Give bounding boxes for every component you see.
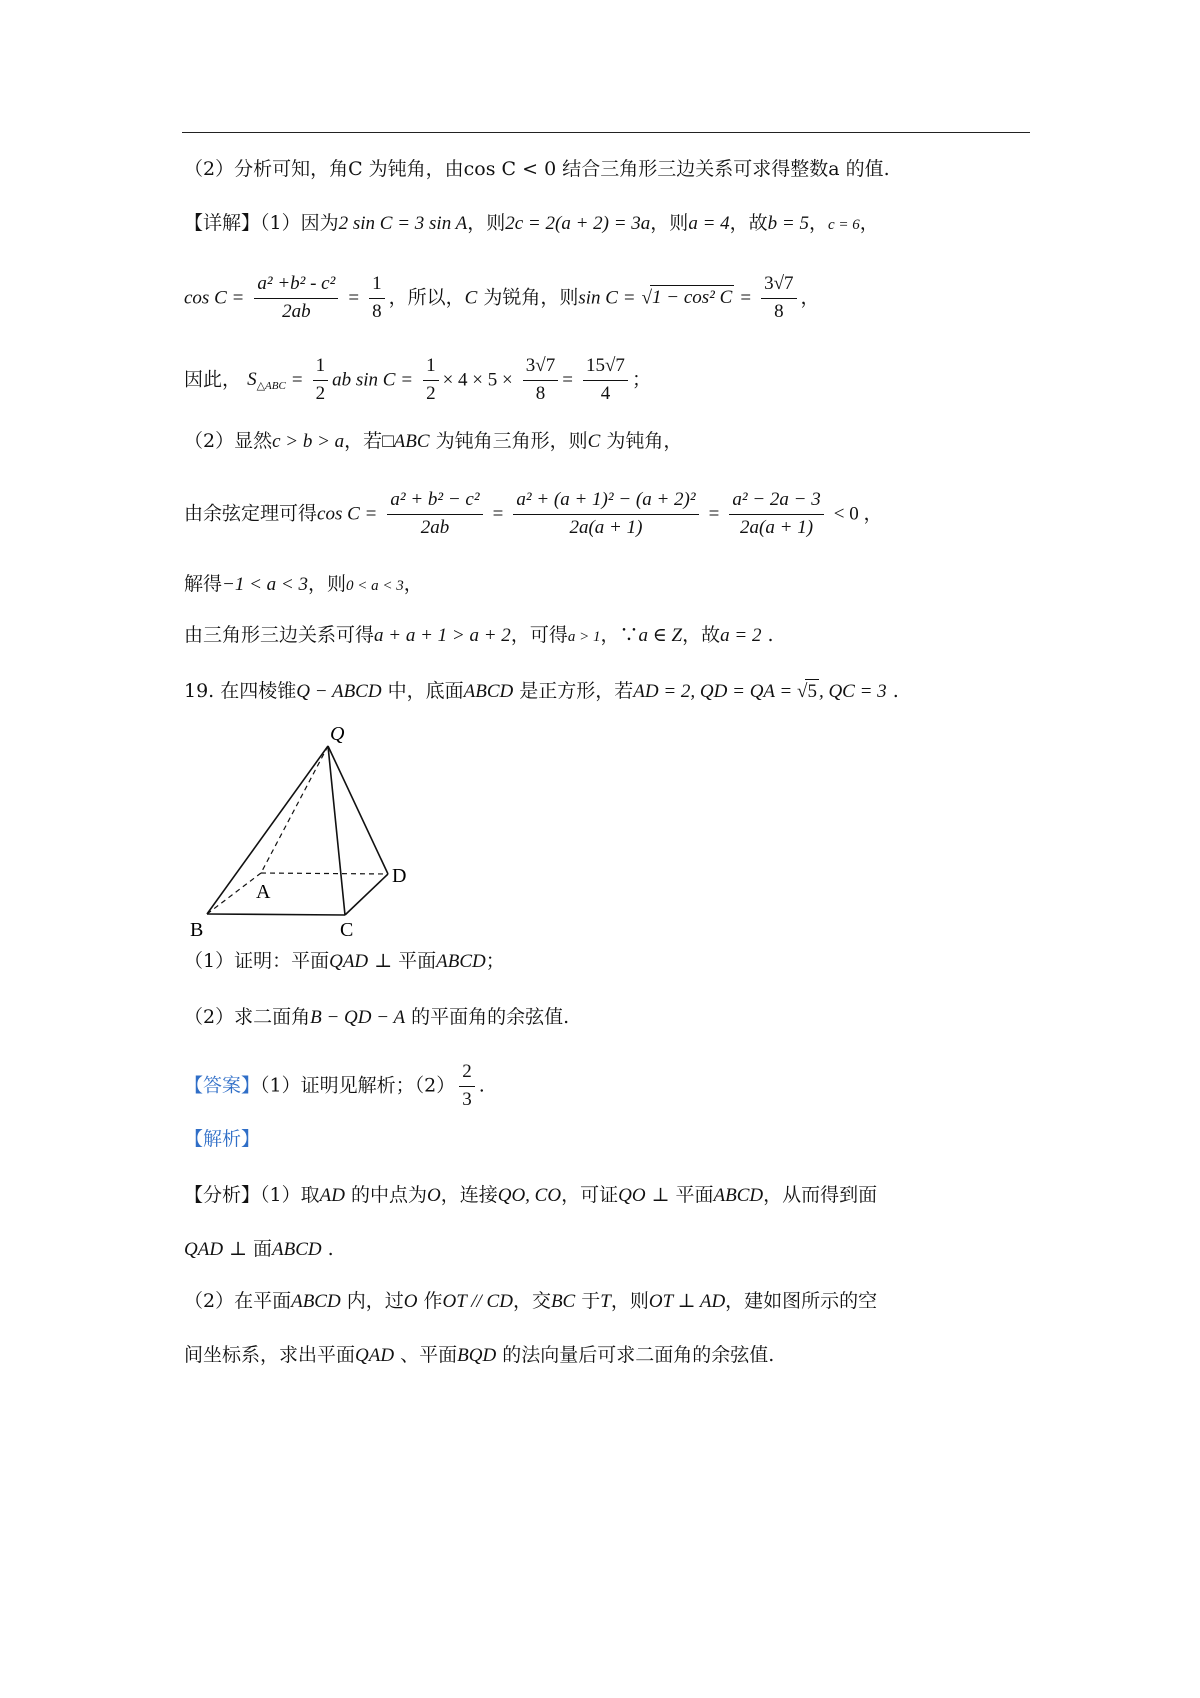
radicand: 5 [807,681,817,702]
equals: = [708,503,720,525]
text: ，则 [610,1290,649,1312]
denominator: 8 [774,300,784,322]
numerator: 2 [459,1062,475,1087]
formula: AD [319,1185,345,1206]
formula: a > 1 [567,629,601,645]
text: . [321,1238,334,1260]
text: 的平面角的余弦值. [405,1006,570,1028]
text: （1）取 [260,1184,320,1206]
formula: c = 6 [828,217,860,233]
formula: OT ⊥ AD [648,1291,726,1312]
label-A: A [256,881,271,903]
numerator: a² + (a + 1)² − (a + 2)² [513,490,698,515]
numerator: 15√7 [583,356,628,381]
formula: cos C = [317,503,378,525]
formula: a = 4 [688,213,730,234]
area-symbol [247,369,286,393]
answer-tag: 【答案】 [184,1074,261,1097]
text: ，可证 [561,1184,619,1206]
formula: sin C = [578,287,636,309]
numerator: a² +b² - c² [254,274,338,299]
edge-BC [207,914,345,915]
triangle-line [184,626,774,645]
fraction [387,490,482,539]
text: ，∵ [600,624,639,646]
question-19-part2 [184,1008,569,1027]
formula: ABCD [463,681,514,702]
denominator: 2ab [420,516,450,538]
text: ，交 [512,1290,551,1312]
fenxi-line-2 [184,1240,334,1259]
formula: C [587,431,601,452]
detail-line-1 [184,214,879,233]
analysis-tag: 【解析】 [184,1128,261,1150]
text: ； [631,368,651,391]
edge-QA [261,746,328,873]
text: （2）求二面角 [184,1006,311,1028]
question-19-part1 [184,952,505,971]
text: ⊥ 平面 [368,950,437,972]
text: 因此， [184,368,242,391]
equals: = [291,369,303,391]
area-line [184,356,651,405]
equals: = [348,287,360,309]
equals: = [562,369,573,391]
formula: QAD [184,1239,224,1260]
text: ，从而得到面 [763,1184,878,1206]
text: ，则 [307,573,346,595]
text: ⊥ 面 [223,1238,273,1260]
formula: −1 < a < 3 [222,574,308,595]
denominator: 2 [426,382,436,404]
formula: a + a + 1 > a + 2 [374,625,511,646]
formula: QAD [329,951,369,972]
formula: c > b > a [272,431,345,452]
text: ； [485,950,505,972]
pyramid-figure [190,726,430,942]
text: 作 [417,1290,443,1312]
formula: T [600,1291,611,1312]
label-B: B [190,919,204,941]
formula: ab sin C = [332,369,414,391]
text: 中，底面 [381,680,464,702]
text: 为钝角三角形，则 [429,430,588,452]
formula: ABCD [713,1185,764,1206]
text: 由余弦定理可得 [184,502,318,525]
text: . [886,680,899,702]
part2-analysis [184,160,890,179]
text: . [761,624,774,646]
equals: = [740,287,752,309]
text: 的中点为 [344,1184,427,1206]
text: ，若 [344,430,383,452]
formula: C [464,287,478,309]
fenxi-tag: 【分析】 [184,1184,261,1206]
formula: OT // CD [442,1291,513,1312]
denominator: 2 [315,382,326,404]
text: ，则 [467,212,506,234]
fraction [761,274,796,323]
formula: 2c = 2(a + 2) = 3a [505,213,651,234]
label-C: C [340,919,354,941]
fraction [729,490,823,539]
part2-line [184,432,682,451]
text: ， [859,212,879,234]
text: （2）显然 [184,430,273,452]
text: 、平面 [394,1344,458,1366]
edge-QC [328,746,345,915]
edge-AD [261,873,388,874]
formula: ABCD [291,1291,341,1312]
formula: B − QD − A [310,1007,406,1028]
fenxi-line-3 [184,1292,877,1311]
text: . [478,1074,485,1097]
text: 间坐标系，求出平面 [184,1344,356,1366]
text: 是正方形，若 [513,680,634,702]
cosine-law-line [184,490,882,539]
text: 19. 在四棱锥 [184,680,297,702]
top-rule [182,132,1030,133]
formula: ABCD [436,951,486,972]
text: 为锐角，则 [477,286,579,309]
edge-CD [345,874,388,915]
text: ， [808,212,828,234]
fenxi-line-1 [184,1186,877,1205]
text: ，则 [650,212,689,234]
numerator: 3√7 [761,274,796,299]
formula: , QC = 3 [818,681,887,702]
formula: QO [618,1185,646,1206]
text: ， [403,573,423,595]
answer-line [184,1062,485,1111]
formula: 0 < a < 3 [346,578,404,594]
text: （2）分析可知，角C 为钝角，由cos C < 0 结合三角形三边关系可求得整数a 的值. [184,158,890,180]
fraction [254,274,338,323]
text: ，故 [682,624,721,646]
formula: □ABC [382,431,430,452]
denominator: 2ab [282,300,311,322]
formula: b = 5 [767,213,809,234]
denominator: 4 [600,382,611,404]
text: ，可得 [510,624,568,646]
formula: a ∈ Z [638,625,683,646]
denominator: 8 [372,300,382,322]
subscript: △ABC [256,380,286,393]
formula: cos C = [184,287,245,309]
text: 的法向量后可求二面角的余弦值. [496,1344,775,1366]
text: 为钝角， [600,430,683,452]
formula: O [426,1185,441,1206]
formula: O [403,1291,418,1312]
edge-BA [207,873,261,914]
numerator: a² + b² − c² [387,490,482,515]
S: S [247,369,257,391]
text: ⊥ 平面 [645,1184,714,1206]
text: ， [800,286,820,309]
equals: = [492,503,504,525]
solve-line [184,575,423,594]
text: ，建如图所示的空 [725,1290,878,1312]
label-D: D [392,865,407,887]
numerator: a² − 2a − 3 [729,490,823,515]
fraction [459,1062,475,1111]
formula: BQD [457,1345,497,1366]
text: 于 [575,1290,601,1312]
denominator: 3 [462,1088,472,1110]
fraction [423,356,439,405]
formula: ABCD [272,1239,322,1260]
text: （1）证明见解析；（2） [260,1074,456,1097]
numerator: 1 [313,356,329,381]
fraction [583,356,628,405]
fraction [523,356,558,405]
sqrt-sign: √ [797,681,808,702]
radicand: 1 − cos² C [652,287,733,309]
fraction [513,490,698,539]
fenxi-line-4 [184,1346,774,1365]
denominator: 8 [535,382,546,404]
formula: Q − ABCD [296,681,382,702]
formula: QO, CO [497,1185,562,1206]
formula: < 0 ， [833,503,883,525]
edge-QD [328,746,388,874]
text: ，故 [729,212,768,234]
denominator: 2a(a + 1) [569,516,643,538]
fraction [369,274,385,323]
formula: QAD [355,1345,395,1366]
formula: a = 2 [720,625,762,646]
label-Q: Q [330,726,345,745]
numerator: 3√7 [523,356,558,381]
text: （1）证明：平面 [184,950,330,972]
text: 内，过 [340,1290,404,1312]
fraction [313,356,329,405]
formula: AD = 2, QD = QA = [633,681,797,702]
text: （1）因为 [260,212,339,234]
analysis-heading [184,1130,260,1149]
numerator: 1 [369,274,385,299]
sqrt-sign: √ [641,287,653,309]
detail-tag: 【详解】 [184,212,261,234]
text: 解得 [184,573,223,595]
formula: BC [550,1291,576,1312]
text: ，连接 [440,1184,498,1206]
question-19 [184,679,899,701]
denominator: 2a(a + 1) [740,516,814,538]
formula: 2 sin C = 3 sin A [338,213,468,234]
text: ，所以， [388,286,465,309]
text: （2）在平面 [184,1290,292,1312]
text: 由三角形三边关系可得 [184,624,375,646]
cos-line [184,274,820,323]
numerator: 1 [423,356,439,381]
formula: × 4 × 5 × [442,369,513,391]
